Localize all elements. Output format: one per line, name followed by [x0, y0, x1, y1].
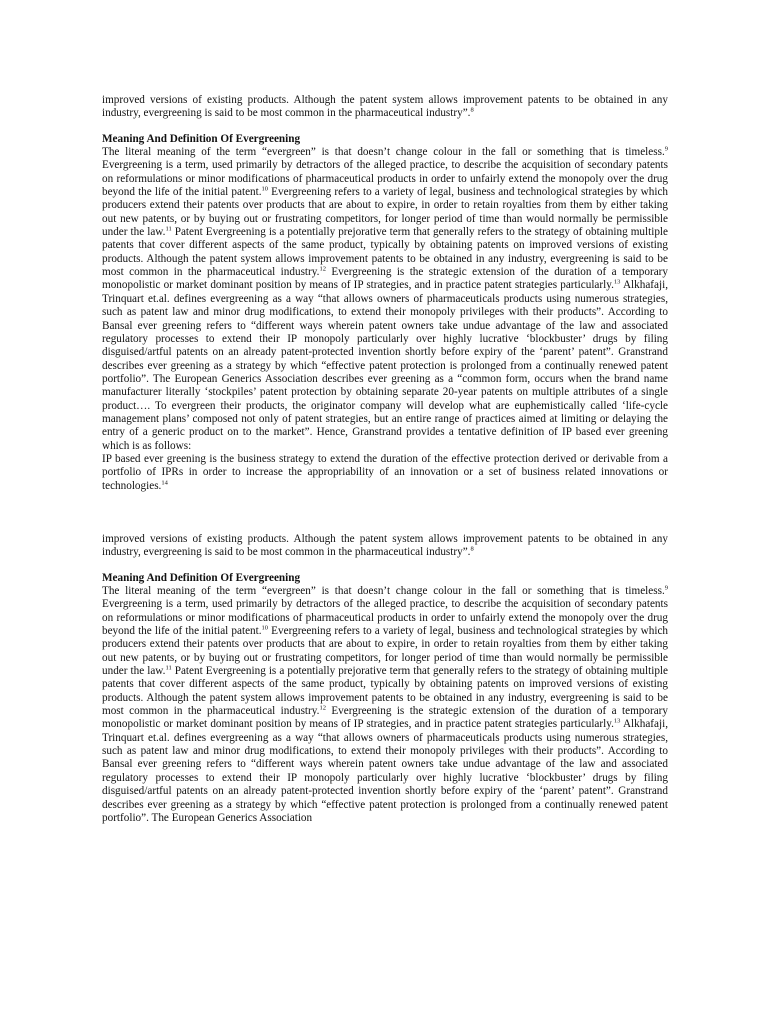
intro-paragraph: improved versions of existing products. Although the patent system allows improvement patents to be obtained in any industry, evergreening is said to be most common in the pharmaceutical industry”.$^8$ — [102, 94, 668, 120]
footnote-ref: 10 — [261, 185, 269, 193]
footnote-ref: 10 — [261, 624, 269, 632]
body-paragraph: The literal meaning of the term “evergreen” is that doesn’t change colour in the fall or something that is timeless.$^9$ Evergreening is a term, used primarily by detractors of the alleged practice, to describe the acquisition of secondary patents on reformulations or minor modifications of pharmaceutical products in order to unfairly extend the monopoly over the drug beyond the life of the initial patent.$^{10}$ Evergreening refers to a variety of legal, business and technological strategies by which producers extend their patents over products that are about to expire, in order to retain royalties from them by either taking out new patents, or by buying out or frustrating competitors, for longer period of time than would normally be permissible under the law.$^{11}$ Patent Evergreening is a potentially prejorative term that generally refers to the strategy of obtaining multiple patents that cover different aspects of the same product, typically by obtaining patents on improved versions of existing products. Although the patent system allows improvement patents to be obtained in any industry, evergreening is said to be most common in the pharmaceutical industry.$^{12}$ Evergreening is the strategic extension of the duration of a temporary monopolistic or market dominant position by means of IP strategies, and in practice patent strategies particularly.$^{13}$ Alkhafaji, Trinquart et.al. defines evergreening as a way “that allows owners of pharmaceuticals products using numerous strategies, such as patent law and minor drug modifications, to extend their monopoly privileges with their products”. According to Bansal ever greening refers to “different ways wherein patent owners take undue advantage of the law and associated regulatory processes to extend their IP monopoly particularly over highly lucrative ‘blockbuster’ drugs by filing disguised/artful patents on an already patent-protected invention shortly before expiry of the ‘parent’ patent”. Granstrand describes ever greening as a strategy by which “effective patent protection is prolonged from a continually renewed patent portfolio”. The European Generics Association describes ever greening as a “common form, occurs when the brand name manufacturer literally ‘stockpiles’ patent protection by obtaining separate 20-year patents on multiple attributes of a single product…. To evergreen their products, the originator company will develop what are euphemistically called ‘life-cycle management plans’ composed not only of patent strategies, but an entire range of practices aimed at limiting or delaying the entry of a generic product on to the market”. Hence, Granstrand provides a tentative definition of IP based ever greening which is as follows: — [102, 145, 669, 452]
footnote-ref: 13 — [613, 717, 621, 725]
footnote-ref: 11 — [165, 225, 172, 233]
intro-paragraph: improved versions of existing products. Although the patent system allows improvement patents to be obtained in any industry, evergreening is said to be most common in the pharmaceutical industry”.$^8$ — [102, 532, 668, 559]
footnote-ref: 8 — [470, 545, 474, 553]
footnote-ref: 12 — [319, 265, 326, 273]
body-paragraph: The literal meaning of the term “evergreen” is that doesn’t change colour in the fall or something that is timeless.$^9$ Evergreening is a term, used primarily by detractors of the alleged practice, to describe the acquisition of secondary patents on reformulations or minor modifications of pharmaceutical products in order to unfairly extend the monopoly over the drug beyond the life of the initial patent.$^{10}$ Evergreening refers to a variety of legal, business and technological strategies by which producers extend their patents over products that are about to expire, in order to retain royalties from them by either taking out new patents, or by buying out or frustrating competitors, for longer period of time than would normally be permissible under the law.$^{11}$ Patent Evergreening is a potentially prejorative term that generally refers to the strategy of obtaining multiple patents that cover different aspects of the same product, typically by obtaining patents on improved versions of existing products. Although the patent system allows improvement patents to be obtained in any industry, evergreening is said to be most common in the pharmaceutical industry.$^{12}$ Evergreening is the strategic extension of the duration of a temporary monopolistic or market dominant position by means of IP strategies, and in practice patent strategies particularly.$^{13}$ Alkhafaji, Trinquart et.al. defines evergreening as a way “that allows owners of pharmaceuticals products using numerous strategies, such as patent law and minor drug modifications, to extend their monopoly privileges with their products”. According to Bansal ever greening refers to “different ways wherein patent owners take undue advantage of the law and associated regulatory processes to extend their IP monopoly particularly over highly lucrative ‘blockbuster’ drugs by filing disguised/artful patents on an already patent-protected invention shortly before expiry of the ‘parent’ patent”. Granstrand describes ever greening as a strategy by which “effective patent protection is prolonged from a continually renewed patent portfolio”. The European Generics Association — [102, 584, 669, 824]
footnote-ref: 8 — [470, 106, 474, 114]
definition-paragraph: IP based ever greening is the business strategy to extend the duration of the effective protection derived or derivable from a portfolio of IPRs in order to increase the appropriability of an innovation or a set of business related innovations or technologies.$^{14}$ — [102, 452, 668, 492]
footnote-ref: 13 — [613, 278, 621, 286]
section-gap — [102, 493, 668, 533]
footnote-ref: 11 — [165, 664, 172, 672]
document-copy-1 — [102, 94, 668, 493]
footnote-ref: 12 — [319, 704, 326, 712]
footnote-ref: 9 — [664, 145, 668, 153]
footnote-ref: 9 — [664, 584, 668, 592]
section-heading: Meaning And Definition Of Evergreening — [102, 571, 301, 584]
document-copy-2 — [102, 533, 668, 825]
footnote-ref: 14 — [161, 478, 168, 486]
section-heading: Meaning And Definition Of Evergreening — [102, 132, 301, 145]
document-page — [102, 94, 668, 825]
